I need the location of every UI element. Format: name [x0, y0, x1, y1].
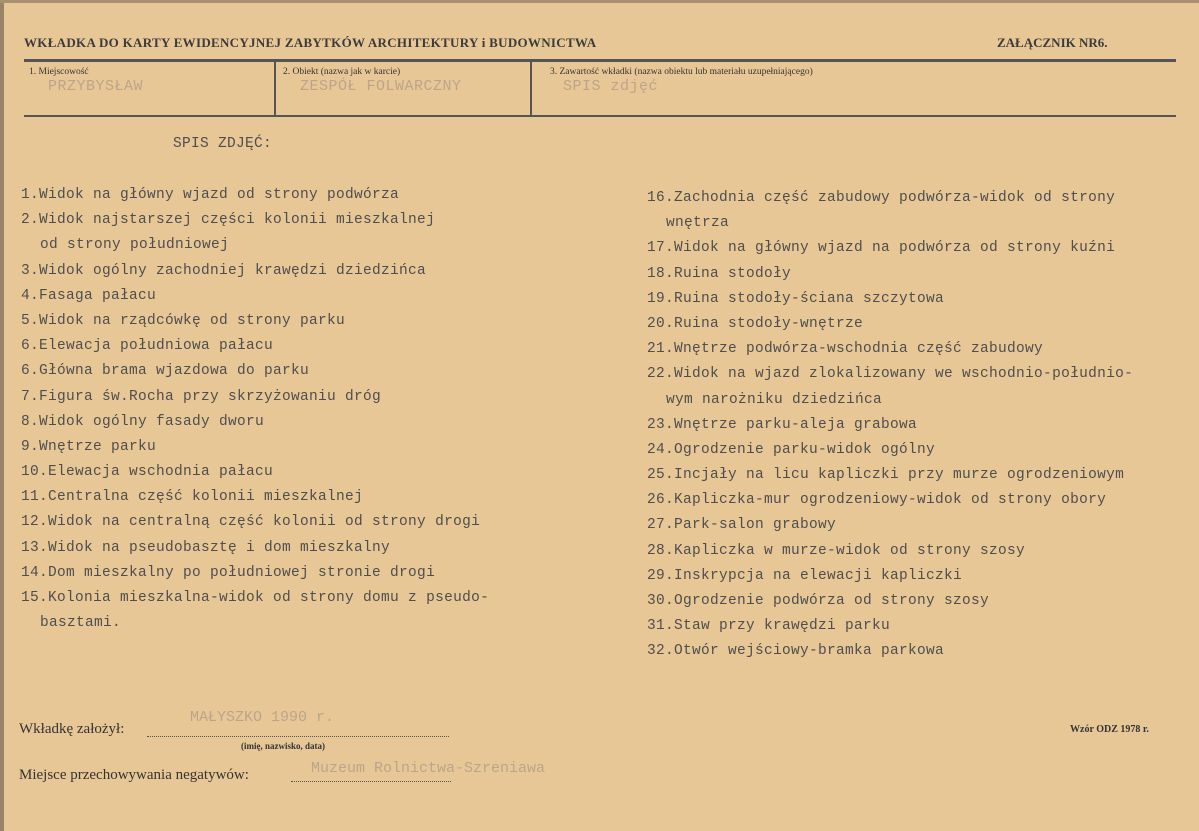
photo-list-item: 22.Widok na wjazd zlokalizowany we wschodnio-południo- [647, 366, 1134, 383]
photo-list-item: 19.Ruina stodoły-ściana szczytowa [647, 290, 945, 307]
photo-list-item: 25.Incjały na licu kapliczki przy murze ogrodzeniowym [647, 467, 1125, 484]
form-title: WKŁADKA DO KARTY EWIDENCYJNEJ ZABYTKÓW ARCHITEKTURY i BUDOWNICTWA [24, 35, 597, 50]
photo-list-item: 11.Centralna część kolonii mieszkalnej [21, 489, 364, 506]
paper-edge-left [0, 0, 4, 831]
photo-list-item: 12.Widok na centralną część kolonii od strony drogi [21, 514, 481, 531]
object-label: 2. Obiekt (nazwa jak w karcie) [283, 67, 401, 77]
photo-list-item: 32.Otwór wejściowy-bramka parkowa [647, 643, 945, 660]
photo-list-item: 30.Ogrodzenie podwórza od strony szosy [647, 593, 990, 609]
photo-list-item: 6.Elewacja południowa pałacu [21, 338, 274, 355]
photo-list-item: 10.Elewacja wschodnia pałacu [21, 464, 274, 481]
photo-list-item-continuation: basztami. [40, 615, 122, 632]
photo-list-item: 7.Figura św.Rocha przy skrzyżowaniu dróg [21, 388, 382, 405]
photo-list-item: 18.Ruina stodoły [647, 265, 792, 282]
form-code: Wzór ODZ 1978 r. [1070, 724, 1149, 735]
photo-list-left [21, 183, 489, 636]
photo-list-item-continuation: od strony południowej [40, 237, 230, 254]
photo-list-item: 13.Widok na pseudobasztę i dom mieszkalny [21, 539, 391, 556]
photo-list-item: 9.Wnętrze parku [21, 438, 157, 455]
locality-label: 1. Miejscowość [29, 67, 89, 77]
compiler-label: Wkładkę założył: [19, 721, 125, 737]
photo-list-title: SPIS ZDJĘĆ: [173, 136, 273, 152]
photo-list-item: 24.Ogrodzenie parku-widok ogólny [647, 441, 936, 458]
content-value: SPIS zdjęć [563, 78, 659, 95]
photo-list-item: 16.Zachodnia część zabudowy podwórza-widok od strony [647, 190, 1116, 206]
photo-list-item: 8.Widok ogólny fasady dworu [21, 413, 265, 430]
photo-list-item: 1.Widok na główny wjazd od strony podwórza [21, 187, 400, 203]
field-divider [530, 62, 532, 115]
content-label: 3. Zawartość wkładki (nazwa obiektu lub materiału uzupełniającego) [550, 67, 813, 77]
photo-list-item: 29.Inskrypcja na elewacji kapliczki [647, 567, 963, 584]
photo-list-item: 20.Ruina stodoły-wnętrze [647, 315, 864, 332]
photo-list-item: 27.Park-salon grabowy [647, 517, 837, 534]
photo-list-item: 28.Kapliczka w murze-widok od strony szosy [647, 542, 1026, 559]
photo-list-item: 6.Główna brama wjazdowa do parku [21, 363, 310, 380]
header-rule-bottom [24, 115, 1176, 117]
photo-list-item-continuation: wym narożniku dziedzińca [666, 391, 883, 408]
photo-list-item: 3.Widok ogólny zachodniej krawędzi dziedzińca [21, 262, 427, 279]
photo-list-item-continuation: wnętrza [666, 215, 730, 232]
photo-list-item: 4.Fasaga pałacu [21, 287, 157, 304]
header-rule-top [24, 59, 1176, 62]
photo-list-item: 23.Wnętrze parku-aleja grabowa [647, 416, 918, 433]
photo-list-item: 5.Widok na rządcówkę od strony parku [21, 312, 346, 329]
photo-list-item: 26.Kapliczka-mur ogrodzeniowy-widok od strony obory [647, 492, 1107, 509]
photo-list-item: 17.Widok na główny wjazd na podwórza od strony kuźni [647, 240, 1116, 257]
photo-list-right [647, 186, 1133, 665]
compiler-hint: (imię, nazwisko, data) [241, 741, 325, 751]
photo-list-item: 2.Widok najstarszej części kolonii mieszkalnej [21, 212, 436, 229]
photo-list-item: 21.Wnętrze podwórza-wschodnia część zabudowy [647, 341, 1044, 358]
photo-list-item: 15.Kolonia mieszkalna-widok od strony domu z pseudo- [21, 590, 490, 606]
paper-edge-top [0, 0, 1199, 3]
annex-number: ZAŁĄCZNIK NR6. [997, 35, 1108, 50]
object-value: ZESPÓŁ FOLWARCZNY [300, 78, 462, 95]
storage-value: Muzeum Rolnictwa-Szreniawa [311, 760, 546, 777]
compiler-dotted-line [147, 736, 449, 737]
field-divider [274, 62, 276, 115]
storage-label: Miejsce przechowywania negatywów: [19, 767, 249, 783]
photo-list-item: 14.Dom mieszkalny po południowej stronie drogi [21, 564, 436, 581]
compiler-value: MAŁYSZKO 1990 r. [190, 709, 335, 726]
photo-list-item: 31.Staw przy krawędzi parku [647, 618, 891, 635]
locality-value: PRZYBYSŁAW [48, 78, 144, 95]
storage-dotted-line [291, 781, 451, 782]
